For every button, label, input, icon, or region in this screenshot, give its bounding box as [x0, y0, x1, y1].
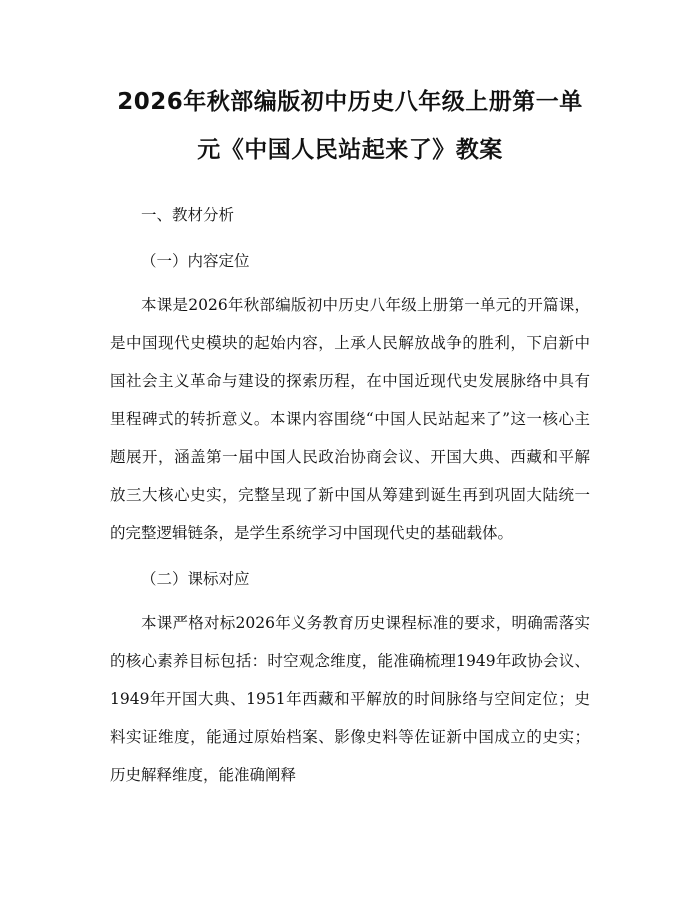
title-line-2: 元《中国人民站起来了》教案	[197, 137, 503, 163]
section-heading-1: 一、教材分析	[141, 206, 235, 224]
document-title	[110, 78, 590, 174]
title-line-1: 2026年秋部编版初中历史八年级上册第一单	[117, 89, 583, 115]
subsection-heading-curriculum-standard: （二）课标对应	[141, 570, 250, 588]
paragraph-curriculum-standard: 本课严格对标2026年义务教育历史课程标准的要求，明确需落实的核心素养目标包括：时空观念维度，能准确梳理1949年政协会议、1949年开国大典、1951年西藏和平解放的时间脉络与空间定位；史料实证维度，能通过原始档案、影像史料等佐证新中国成立的史实；历史解释维度，能准确阐释	[110, 614, 590, 784]
subsection-heading-content-positioning: （一）内容定位	[141, 252, 250, 270]
paragraph-content-positioning: 本课是2026年秋部编版初中历史八年级上册第一单元的开篇课，是中国现代史模块的起始内容，上承人民解放战争的胜利，下启新中国社会主义革命与建设的探索历程，在中国近现代史发展脉络中具有里程碑式的转折意义。本课内容围绕“中国人民站起来了”这一核心主题展开，涵盖第一届中国人民政治协商会议、开国大典、西藏和平解放三大核心史实，完整呈现了新中国从筹建到诞生再到巩固大陆统一的完整逻辑链条，是学生系统学习中国现代史的基础载体。	[110, 296, 590, 542]
